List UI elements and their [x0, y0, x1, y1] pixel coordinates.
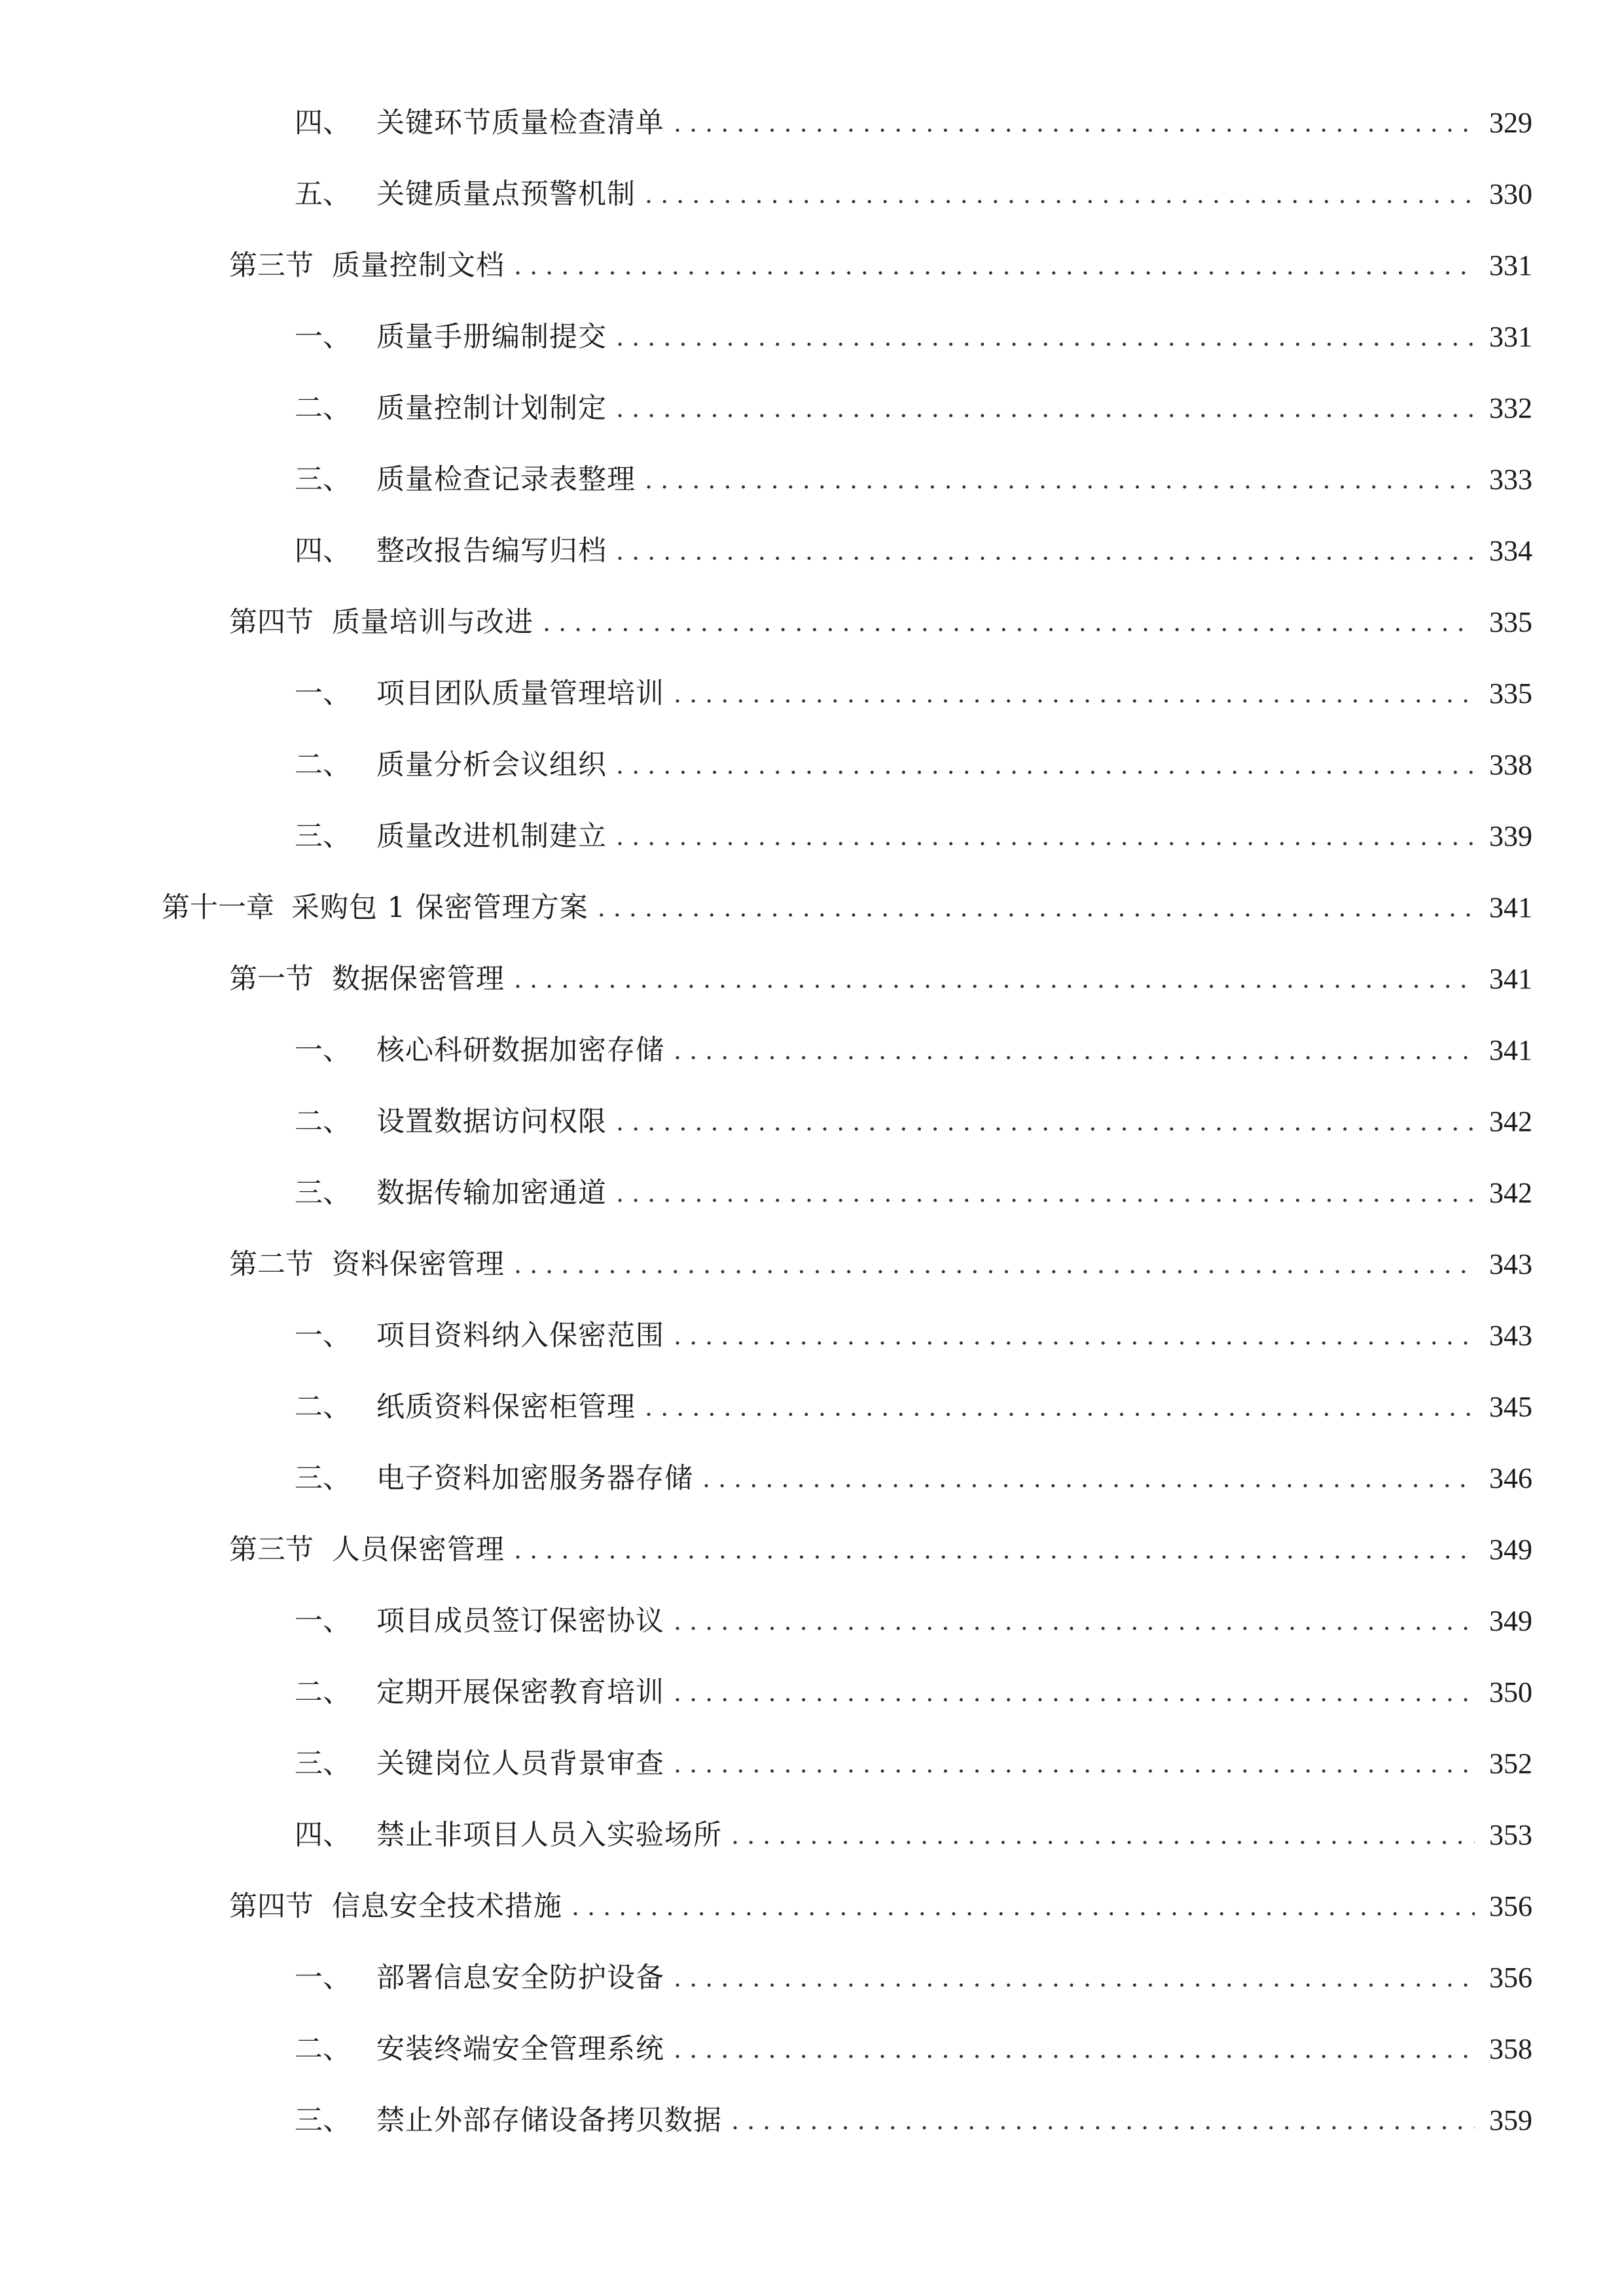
- toc-entry-page: 339: [1489, 820, 1532, 852]
- toc-entry[interactable]: [295, 1455, 1532, 1502]
- toc-entry-title: 安装终端安全管理系统: [376, 2033, 664, 2066]
- toc-entry-number: 二、: [295, 1391, 351, 1424]
- toc-entry[interactable]: [295, 813, 1532, 860]
- toc-entry-title: 核心科研数据加密存储: [376, 1034, 664, 1067]
- toc-entry-number: 一、: [295, 1605, 351, 1638]
- toc-entry-title: 质量检查记录表整理: [376, 463, 636, 496]
- toc-entry-title: 信息安全技术措施: [332, 1890, 562, 1923]
- toc-entry-page: 353: [1489, 1819, 1532, 1851]
- toc-entry-title: 人员保密管理: [332, 1534, 505, 1566]
- toc-entry-title: 关键质量点预警机制: [376, 178, 636, 211]
- toc-entry-number: 三、: [295, 1748, 351, 1780]
- toc-entry-page: 342: [1489, 1177, 1532, 1209]
- toc-entry-title: 部署信息安全防护设备: [376, 1962, 664, 1994]
- toc-entry-page: 333: [1489, 463, 1532, 495]
- toc-entry-number: 第三节: [229, 1534, 314, 1566]
- toc-entry[interactable]: [229, 956, 1532, 1003]
- toc-entry-number: 第一节: [229, 963, 314, 996]
- toc-entry-page: 358: [1489, 2033, 1532, 2065]
- toc-entry-page: 335: [1489, 677, 1532, 709]
- toc-entry[interactable]: [295, 1669, 1532, 1716]
- toc-entry-page: 350: [1489, 1676, 1532, 1708]
- toc-entry-number: 第二节: [229, 1248, 314, 1281]
- toc-entry-title: 关键岗位人员背景审查: [376, 1748, 664, 1780]
- toc-entry-title: 纸质资料保密柜管理: [376, 1391, 636, 1424]
- toc-entry-title: 项目成员签订保密协议: [376, 1605, 664, 1638]
- toc-entry[interactable]: [295, 1954, 1532, 2001]
- toc-entry-page: 341: [1489, 963, 1532, 995]
- toc-leader-dots: [514, 956, 1475, 1003]
- toc-entry[interactable]: [229, 242, 1532, 289]
- toc-entry-title: 资料保密管理: [332, 1248, 505, 1281]
- toc-entry-number: 四、: [295, 107, 351, 139]
- toc-entry-number: 三、: [295, 2104, 351, 2137]
- toc-leader-dots: [674, 1954, 1475, 2001]
- toc-leader-dots: [731, 2097, 1475, 2144]
- toc-entry-page: 331: [1489, 249, 1532, 281]
- toc-leader-dots: [645, 171, 1475, 218]
- toc-leader-dots: [616, 314, 1475, 361]
- toc-entry-number: 第十一章: [162, 891, 274, 924]
- toc-leader-dots: [731, 1812, 1475, 1859]
- toc-leader-dots: [674, 1027, 1475, 1074]
- toc-entry-page: 349: [1489, 1605, 1532, 1637]
- toc-leader-dots: [702, 1455, 1475, 1502]
- toc-entry-title: 数据保密管理: [332, 963, 505, 996]
- toc-entry-number: 一、: [295, 321, 351, 353]
- toc-entry[interactable]: [295, 99, 1532, 147]
- toc-leader-dots: [598, 884, 1475, 931]
- toc-entry-title: 禁止外部存储设备拷贝数据: [376, 2104, 722, 2137]
- toc-entry[interactable]: [295, 742, 1532, 789]
- toc-entry-page: 341: [1489, 891, 1532, 924]
- toc-entry[interactable]: [295, 1384, 1532, 1431]
- toc-entry[interactable]: [295, 528, 1532, 575]
- toc-entry-page: 343: [1489, 1248, 1532, 1280]
- toc-leader-dots: [674, 1740, 1475, 1787]
- toc-entry-number: 二、: [295, 392, 351, 425]
- toc-entry-page: 330: [1489, 178, 1532, 210]
- toc-entry[interactable]: [295, 456, 1532, 503]
- toc-leader-dots: [616, 1098, 1475, 1145]
- toc-entry-page: 342: [1489, 1105, 1532, 1138]
- toc-entry-title: 质量培训与改进: [332, 606, 533, 639]
- toc-entry-number: 二、: [295, 1105, 351, 1138]
- toc-leader-dots: [616, 528, 1475, 575]
- toc-entry-number: 二、: [295, 749, 351, 781]
- toc-leader-dots: [514, 242, 1475, 289]
- toc-entry[interactable]: [295, 2097, 1532, 2144]
- toc-entry-number: 五、: [295, 178, 351, 211]
- toc-leader-dots: [674, 670, 1475, 717]
- toc-entry-title: 定期开展保密教育培训: [376, 1676, 664, 1709]
- toc-leader-dots: [571, 1883, 1475, 1930]
- toc-entry-title: 质量控制文档: [332, 249, 505, 282]
- toc-entry-page: 341: [1489, 1034, 1532, 1066]
- toc-entry-number: 第四节: [229, 606, 314, 639]
- toc-entry-page: 359: [1489, 2104, 1532, 2136]
- toc-entry[interactable]: [229, 599, 1532, 646]
- toc-entry-number: 三、: [295, 1177, 351, 1210]
- toc-entry-number: 四、: [295, 535, 351, 567]
- toc-entry-page: 338: [1489, 749, 1532, 781]
- toc-entry-title: 质量控制计划制定: [376, 392, 607, 425]
- toc-entry-page: 332: [1489, 392, 1532, 424]
- toc-leader-dots: [674, 1312, 1475, 1359]
- toc-entry-title: 项目资料纳入保密范围: [376, 1319, 664, 1352]
- toc-entry-page: 335: [1489, 606, 1532, 638]
- toc-leader-dots: [616, 385, 1475, 432]
- toc-leader-dots: [674, 2026, 1475, 2073]
- toc-entry-number: 一、: [295, 1962, 351, 1994]
- toc-entry-title: 设置数据访问权限: [376, 1105, 607, 1138]
- toc-leader-dots: [645, 456, 1475, 503]
- toc-leader-dots: [674, 1598, 1475, 1645]
- toc-leader-dots: [514, 1241, 1475, 1288]
- toc-entry[interactable]: [295, 670, 1532, 717]
- toc-entry-title: 整改报告编写归档: [376, 535, 607, 567]
- toc-entry-title: 质量分析会议组织: [376, 749, 607, 781]
- toc-entry-title: 采购包 1 保密管理方案: [291, 891, 588, 924]
- toc-entry[interactable]: [295, 171, 1532, 218]
- toc-entry-page: 352: [1489, 1748, 1532, 1780]
- toc-leader-dots: [543, 599, 1475, 646]
- toc-entry-page: 334: [1489, 535, 1532, 567]
- toc-entry-number: 第四节: [229, 1890, 314, 1923]
- toc-entry[interactable]: [295, 2026, 1532, 2073]
- toc-entry[interactable]: [295, 1740, 1532, 1787]
- toc-entry[interactable]: [162, 884, 1532, 931]
- toc-entry-number: 三、: [295, 463, 351, 496]
- toc-entry-page: 331: [1489, 321, 1532, 353]
- toc-entry-number: 三、: [295, 820, 351, 853]
- toc-entry-number: 第三节: [229, 249, 314, 282]
- toc-entry[interactable]: [295, 1027, 1532, 1074]
- toc-entry-page: 356: [1489, 1890, 1532, 1922]
- toc-entry[interactable]: [295, 1098, 1532, 1145]
- toc-entry-title: 项目团队质量管理培训: [376, 677, 664, 710]
- toc-leader-dots: [645, 1384, 1475, 1431]
- toc-entry-page: 349: [1489, 1534, 1532, 1566]
- toc-entry-page: 329: [1489, 107, 1532, 139]
- toc-entry-title: 关键环节质量检查清单: [376, 107, 664, 139]
- toc-entry-number: 二、: [295, 1676, 351, 1709]
- toc-entry[interactable]: [295, 1170, 1532, 1217]
- toc-entry-title: 质量手册编制提交: [376, 321, 607, 353]
- toc-entry-title: 质量改进机制建立: [376, 820, 607, 853]
- toc-entry-number: 一、: [295, 677, 351, 710]
- toc-entry[interactable]: [295, 1812, 1532, 1859]
- toc-leader-dots: [616, 813, 1475, 860]
- toc-entry[interactable]: [229, 1883, 1532, 1930]
- toc-entry-page: 346: [1489, 1462, 1532, 1494]
- toc-leader-dots: [616, 1170, 1475, 1217]
- toc-entry[interactable]: [229, 1526, 1532, 1573]
- toc-entry-title: 禁止非项目人员入实验场所: [376, 1819, 722, 1852]
- toc-entry-number: 二、: [295, 2033, 351, 2066]
- toc-entry-page: 345: [1489, 1391, 1532, 1423]
- toc-entry-number: 一、: [295, 1319, 351, 1352]
- toc-entry[interactable]: [229, 1241, 1532, 1288]
- toc-entry[interactable]: [295, 1312, 1532, 1359]
- toc-entry[interactable]: [295, 1598, 1532, 1645]
- toc-entry[interactable]: [295, 385, 1532, 432]
- toc-entry-page: 343: [1489, 1319, 1532, 1352]
- toc-entry-number: 三、: [295, 1462, 351, 1495]
- toc-leader-dots: [514, 1526, 1475, 1573]
- toc-entry-page: 356: [1489, 1962, 1532, 1994]
- toc-entry-number: 一、: [295, 1034, 351, 1067]
- toc-leader-dots: [674, 99, 1475, 147]
- toc-entry-title: 数据传输加密通道: [376, 1177, 607, 1210]
- toc-leader-dots: [674, 1669, 1475, 1716]
- toc-entry[interactable]: [295, 314, 1532, 361]
- toc-entry-number: 四、: [295, 1819, 351, 1852]
- toc-entry-title: 电子资料加密服务器存储: [376, 1462, 693, 1495]
- toc-leader-dots: [616, 742, 1475, 789]
